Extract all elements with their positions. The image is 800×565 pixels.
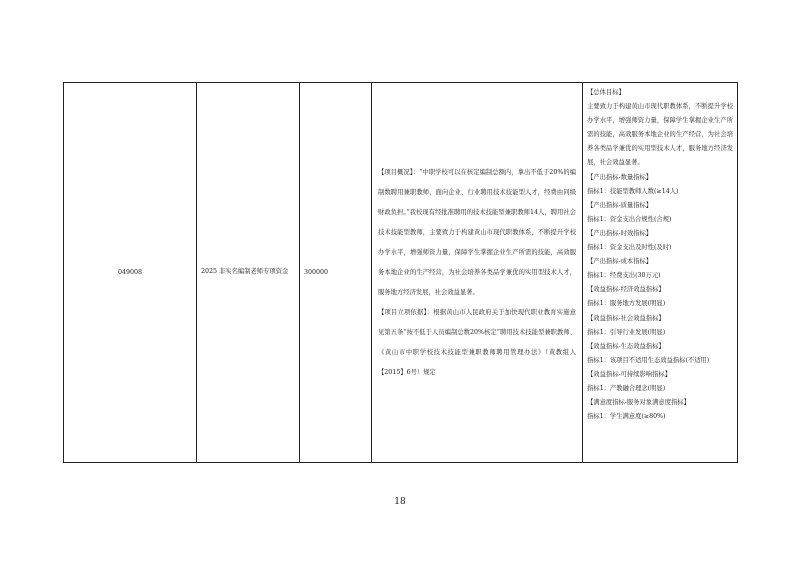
indicator-category: 【产出指标-成本指标】	[587, 258, 653, 266]
indicator-category: 【效益指标-可持续影响指标】	[587, 370, 671, 378]
page-number: 18	[394, 497, 406, 507]
project-table	[63, 82, 738, 463]
indicator-category: 【产出指标-质量指标】	[587, 201, 653, 209]
indicator-item: 指标1：学生满意度(≥80%)	[587, 413, 666, 421]
indicator-item: 指标1：引导行业发展(明显)	[587, 328, 666, 336]
project-content-cell	[372, 83, 583, 463]
indicator-item: 指标1：服务地方发展(明显)	[587, 300, 666, 308]
indicator-item: 指标1：资金支出及时性(及时)	[587, 244, 672, 252]
indicator-category: 【产出指标-数量指标】	[587, 173, 653, 181]
table-row	[64, 83, 738, 463]
indicator-item: 指标1：技能型教师人数(≥14人)	[587, 187, 679, 195]
indicator-category: 【产出指标-时效指标】	[587, 229, 653, 237]
project-name: 2025 非实名编制老师专项资金	[197, 83, 300, 463]
indicator-item: 指标1：该项目不适用生态效益指标(不适用)	[587, 356, 710, 364]
project-overview: 【项目概况】：“中职学校可以在核定编制总额内，拿出不低于20%的编制数聘用兼职教师，面向企业、行业聘用技术技能型人才，经费由同级财政负担。”我校现有经批准聘用的技术技能型兼职教师14人，聘用社会技术技能型教师，主要致力于构建黄山市现代职教体系，不断提升学校办学水平，增强师资力量，保障学生掌握企业生产所需的技能，高效服务本地企业的生产经营，为社会培养各类品学兼优的实用型技术人才，服务地方经济发展，社会效益显著。	[378, 168, 576, 296]
project-code: 049008	[64, 83, 197, 463]
performance-targets-cell	[583, 83, 738, 463]
indicator-item: 指标1：经费支出(30万元)	[587, 272, 661, 280]
indicator-category: 【满意度指标-服务对象满意度指标】	[587, 399, 690, 407]
indicator-category: 【效益指标-生态效益指标】	[587, 342, 665, 350]
indicator-list	[587, 171, 733, 425]
overall-target-text: 主要致力于构建黄山市现代职教体系，不断提升学校办学水平，增强师资力量，保障学生掌握企业生产所需的技能，高效服务本地企业的生产经营，为社会培养各类品学兼优的实用型技术人才，服务地方经济发展，社会效益显著。	[587, 103, 733, 167]
overall-target-heading: 【总体目标】	[587, 89, 625, 96]
indicator-category: 【效益指标-社会效益指标】	[587, 314, 665, 322]
indicator-item: 指标1：资金支出合规性(合规)	[587, 215, 672, 223]
project-amount: 300000	[300, 83, 372, 463]
indicator-item: 指标1：产教融合理念(明显)	[587, 384, 666, 392]
project-basis: 【项目立项依据】：根据黄山市人民政府关于加快现代职业教育实施意见第五条“按不低于人员编制总数20%核定”聘用技术技能型兼职教师、《黄山市中职学校技术技能型兼职教师聘用管理办法》（黄教组人【2015】6号）规定	[378, 308, 576, 376]
indicator-category: 【效益指标-经济效益指标】	[587, 286, 665, 294]
